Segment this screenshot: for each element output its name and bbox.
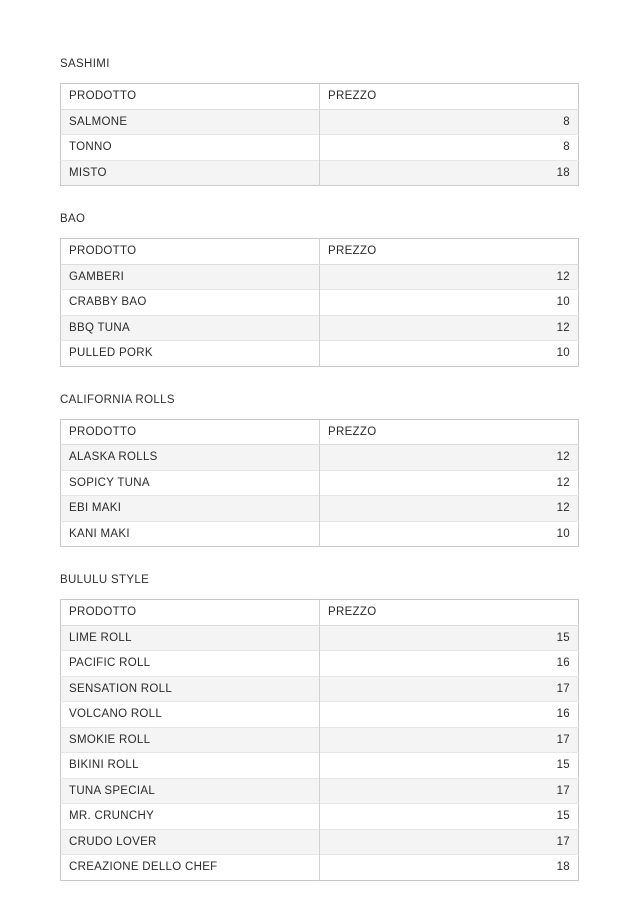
- product-cell: SENSATION ROLL: [61, 676, 320, 702]
- table-row: [61, 625, 579, 651]
- table-row: [61, 855, 579, 881]
- section-heading: BULULU STYLE: [60, 574, 150, 586]
- table-row: [61, 702, 579, 728]
- column-header-product: PRODOTTO: [61, 600, 320, 626]
- column-header-price: PREZZO: [320, 600, 579, 626]
- table-row: [61, 470, 579, 496]
- price-cell: 12: [320, 496, 579, 522]
- price-cell: 8: [320, 135, 579, 161]
- table-row: [61, 290, 579, 316]
- price-cell: 17: [320, 676, 579, 702]
- section-heading: SASHIMI: [60, 58, 110, 70]
- product-cell: KANI MAKI: [61, 521, 320, 547]
- product-cell: SMOKIE ROLL: [61, 727, 320, 753]
- price-cell: 10: [320, 341, 579, 367]
- menu-section: [60, 393, 579, 548]
- table-header-row: [61, 239, 579, 265]
- product-cell: BBQ TUNA: [61, 315, 320, 341]
- product-cell: TUNA SPECIAL: [61, 778, 320, 804]
- menu-section: [60, 57, 579, 186]
- table-row: [61, 160, 579, 186]
- column-header-product: PRODOTTO: [61, 84, 320, 110]
- table-header-row: [61, 419, 579, 445]
- menu-table: [60, 419, 579, 548]
- menu-section: [60, 573, 579, 881]
- table-row: [61, 676, 579, 702]
- table-row: [61, 804, 579, 830]
- price-cell: 10: [320, 290, 579, 316]
- price-cell: 17: [320, 778, 579, 804]
- column-header-price: PREZZO: [320, 239, 579, 265]
- table-row: [61, 496, 579, 522]
- product-cell: CREAZIONE DELLO CHEF: [61, 855, 320, 881]
- price-cell: 15: [320, 625, 579, 651]
- section-heading: BAO: [60, 213, 86, 225]
- menu-table: [60, 83, 579, 186]
- table-row: [61, 651, 579, 677]
- price-cell: 12: [320, 264, 579, 290]
- table-row: [61, 445, 579, 471]
- menu-sections-container: [60, 57, 579, 881]
- price-cell: 17: [320, 727, 579, 753]
- table-header-row: [61, 600, 579, 626]
- price-cell: 18: [320, 160, 579, 186]
- product-cell: LIME ROLL: [61, 625, 320, 651]
- column-header-price: PREZZO: [320, 419, 579, 445]
- product-cell: SOPICY TUNA: [61, 470, 320, 496]
- menu-table: [60, 599, 579, 881]
- column-header-price: PREZZO: [320, 84, 579, 110]
- column-header-product: PRODOTTO: [61, 239, 320, 265]
- table-row: [61, 753, 579, 779]
- menu-section: [60, 212, 579, 367]
- table-row: [61, 521, 579, 547]
- table-row: [61, 135, 579, 161]
- product-cell: SALMONE: [61, 109, 320, 135]
- menu-table: [60, 238, 579, 367]
- price-cell: 12: [320, 445, 579, 471]
- price-cell: 8: [320, 109, 579, 135]
- product-cell: TONNO: [61, 135, 320, 161]
- product-cell: CRABBY BAO: [61, 290, 320, 316]
- price-cell: 10: [320, 521, 579, 547]
- product-cell: ALASKA ROLLS: [61, 445, 320, 471]
- table-header-row: [61, 84, 579, 110]
- table-row: [61, 315, 579, 341]
- column-header-product: PRODOTTO: [61, 419, 320, 445]
- table-row: [61, 109, 579, 135]
- product-cell: PACIFIC ROLL: [61, 651, 320, 677]
- price-cell: 15: [320, 804, 579, 830]
- product-cell: PULLED PORK: [61, 341, 320, 367]
- price-cell: 16: [320, 651, 579, 677]
- product-cell: GAMBERI: [61, 264, 320, 290]
- product-cell: EBI MAKI: [61, 496, 320, 522]
- product-cell: BIKINI ROLL: [61, 753, 320, 779]
- price-cell: 17: [320, 829, 579, 855]
- table-row: [61, 829, 579, 855]
- table-row: [61, 341, 579, 367]
- table-row: [61, 778, 579, 804]
- price-cell: 12: [320, 470, 579, 496]
- product-cell: CRUDO LOVER: [61, 829, 320, 855]
- product-cell: VOLCANO ROLL: [61, 702, 320, 728]
- product-cell: MISTO: [61, 160, 320, 186]
- product-cell: MR. CRUNCHY: [61, 804, 320, 830]
- section-heading: CALIFORNIA ROLLS: [60, 393, 175, 406]
- price-cell: 18: [320, 855, 579, 881]
- table-row: [61, 264, 579, 290]
- price-cell: 12: [320, 315, 579, 341]
- price-cell: 16: [320, 702, 579, 728]
- price-cell: 15: [320, 753, 579, 779]
- table-row: [61, 727, 579, 753]
